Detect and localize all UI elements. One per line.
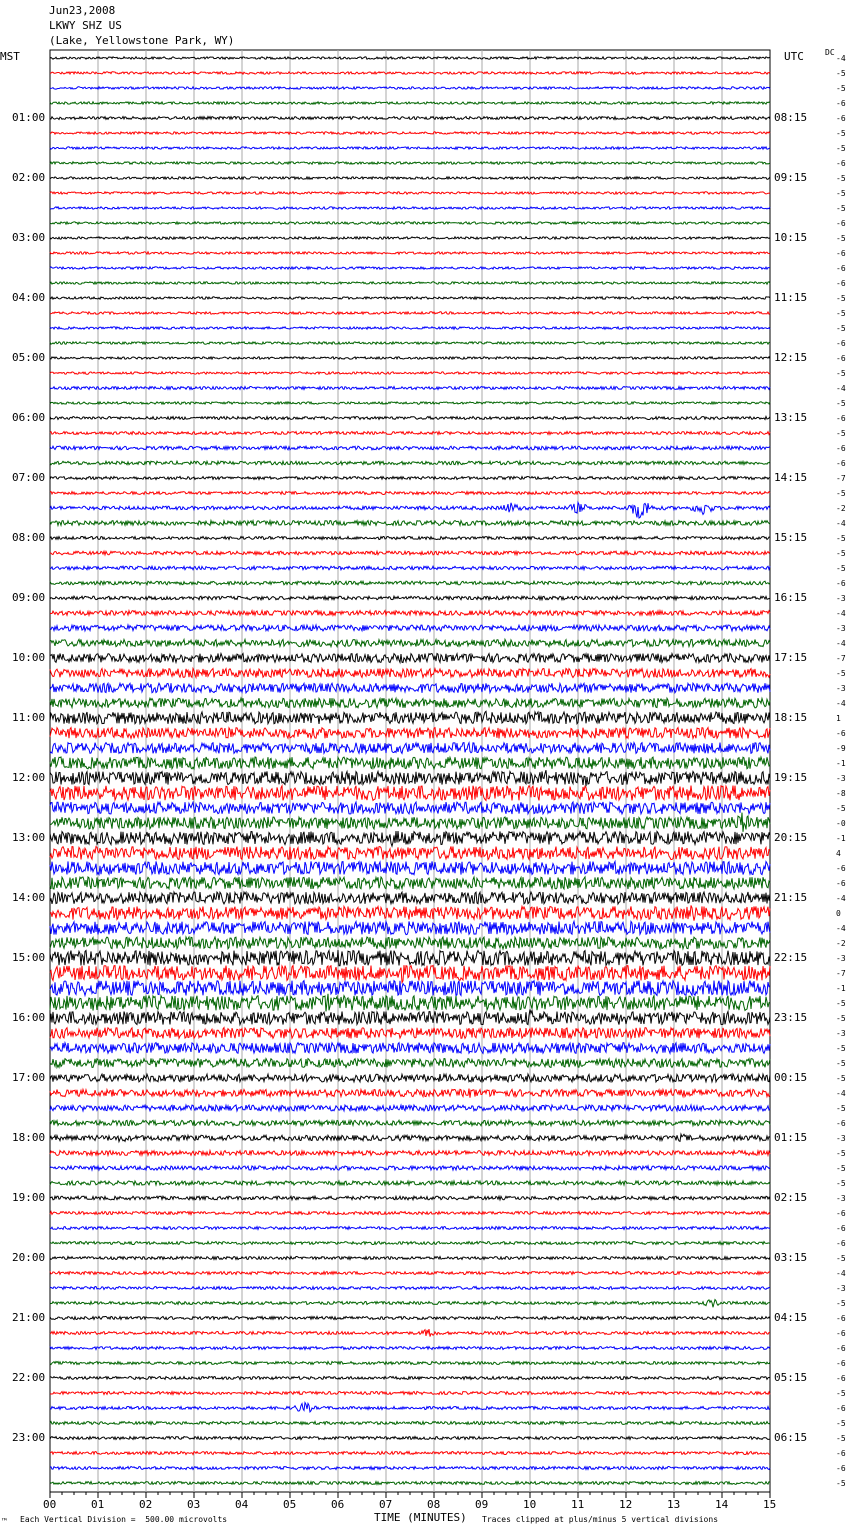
dc-offset-label: -6 xyxy=(836,159,846,168)
seismic-trace xyxy=(50,372,770,374)
seismic-trace xyxy=(50,1089,770,1098)
left-hour-label: 04:00 xyxy=(12,291,46,304)
seismic-traces xyxy=(50,57,770,1485)
right-hour-label: 22:15 xyxy=(774,951,808,964)
dc-offset-label: -7 xyxy=(836,654,846,663)
plot-frame xyxy=(50,50,770,1492)
left-zone-label: MST xyxy=(0,50,20,63)
seismic-trace xyxy=(50,1151,770,1156)
seismic-trace xyxy=(50,905,770,920)
seismic-trace xyxy=(50,132,770,134)
dc-offset-label: -6 xyxy=(836,264,846,273)
dc-offset-label: -5 xyxy=(836,804,846,813)
x-tick-label: 01 xyxy=(91,1498,105,1511)
right-hour-label: 20:15 xyxy=(774,831,808,844)
dc-offset-label: -6 xyxy=(836,1359,846,1368)
x-tick-label: 05 xyxy=(283,1498,297,1511)
seismic-trace xyxy=(50,57,770,59)
left-hour-label: 23:00 xyxy=(12,1431,46,1444)
dc-offset-label: -5 xyxy=(836,1164,846,1173)
dc-offset-label: -5 xyxy=(836,69,846,78)
dc-offset-label: -5 xyxy=(836,1014,846,1023)
right-hour-label: 10:15 xyxy=(774,231,808,244)
dc-offset-label: -5 xyxy=(836,234,846,243)
seismic-trace xyxy=(50,342,770,344)
seismic-trace xyxy=(50,786,770,801)
dc-offset-label: -6 xyxy=(836,1119,846,1128)
dc-offset-label: -5 xyxy=(836,1299,846,1308)
right-hour-label: 19:15 xyxy=(774,771,808,784)
dc-offset-label: -5 xyxy=(836,999,846,1008)
seismic-trace xyxy=(50,1403,770,1412)
seismic-trace xyxy=(50,387,770,390)
x-tick-label: 11 xyxy=(571,1498,585,1511)
dc-offset-label: -6 xyxy=(836,114,846,123)
dc-offset-label: -6 xyxy=(836,1224,846,1233)
seismic-trace xyxy=(50,87,770,89)
dc-offset-label: -6 xyxy=(836,864,846,873)
seismic-trace xyxy=(50,282,770,284)
dc-offset-label: -4 xyxy=(836,639,846,648)
dc-offset-label: -5 xyxy=(836,549,846,558)
seismic-trace xyxy=(50,327,770,329)
seismic-trace xyxy=(50,177,770,179)
dc-offset-label: -3 xyxy=(836,624,846,633)
right-hour-label: 01:15 xyxy=(774,1131,808,1144)
seismic-trace xyxy=(50,537,770,540)
dc-offset-label: 1 xyxy=(836,714,841,723)
dc-offset-label: -4 xyxy=(836,894,846,903)
seismic-trace xyxy=(50,192,770,194)
seismic-trace xyxy=(50,1043,770,1054)
dc-offset-label: -6 xyxy=(836,99,846,108)
seismic-trace xyxy=(50,1392,770,1395)
dc-offset-label: -1 xyxy=(836,759,846,768)
dc-offset-label: -5 xyxy=(836,399,846,408)
x-tick-label: 13 xyxy=(667,1498,681,1511)
dc-offset-label: -5 xyxy=(836,369,846,378)
seismic-trace xyxy=(50,1105,770,1111)
seismic-trace xyxy=(50,813,770,832)
dc-offset-label: -6 xyxy=(836,279,846,288)
x-tick-label: 10 xyxy=(523,1498,537,1511)
seismic-trace xyxy=(50,147,770,149)
seismic-trace xyxy=(50,994,770,1012)
seismic-trace xyxy=(50,402,770,404)
dc-offset-label: -6 xyxy=(836,444,846,453)
dc-offset-label: -6 xyxy=(836,1239,846,1248)
dc-offset-label: -6 xyxy=(836,579,846,588)
dc-offset-label: -5 xyxy=(836,189,846,198)
dc-offset-label: -5 xyxy=(836,1254,846,1263)
dc-offset-label: -6 xyxy=(836,879,846,888)
seismic-trace xyxy=(50,72,770,74)
seismic-trace xyxy=(50,892,770,904)
right-hour-label: 16:15 xyxy=(774,591,808,604)
dc-offset-label: -6 xyxy=(836,729,846,738)
dc-offset-label: -3 xyxy=(836,594,846,603)
dc-offset-label: -5 xyxy=(836,84,846,93)
seismic-trace xyxy=(50,1212,770,1215)
dc-offset-label: -5 xyxy=(836,309,846,318)
seismic-trace xyxy=(50,446,770,450)
seismic-trace xyxy=(50,1059,770,1068)
seismic-trace xyxy=(50,566,770,570)
seismic-trace xyxy=(50,1166,770,1170)
dc-offset-label: -3 xyxy=(836,1029,846,1038)
right-hour-label: 14:15 xyxy=(774,471,808,484)
seismic-trace xyxy=(50,1362,770,1365)
seismic-trace xyxy=(50,831,770,846)
left-hour-label: 12:00 xyxy=(12,771,46,784)
dc-offset-label: -5 xyxy=(836,669,846,678)
dc-offset-label: -4 xyxy=(836,609,846,618)
seismic-trace xyxy=(50,1181,770,1185)
seismic-trace xyxy=(50,669,770,678)
left-hour-label: 02:00 xyxy=(12,171,46,184)
seismic-trace xyxy=(50,551,770,555)
seismic-trace xyxy=(50,965,770,982)
left-hour-label: 08:00 xyxy=(12,531,46,544)
left-hour-label: 19:00 xyxy=(12,1191,46,1204)
seismic-trace xyxy=(50,1134,770,1141)
x-tick-label: 00 xyxy=(43,1498,57,1511)
right-hour-label: 06:15 xyxy=(774,1431,808,1444)
x-tick-label: 08 xyxy=(427,1498,441,1511)
scale-note: Each Vertical Division = 500.00 microvolts xyxy=(20,1515,228,1524)
dc-offset-label: -5 xyxy=(836,1059,846,1068)
right-hour-label: 21:15 xyxy=(774,891,808,904)
seismic-trace xyxy=(50,1287,770,1290)
left-hour-label: 16:00 xyxy=(12,1011,46,1024)
seismic-trace xyxy=(50,477,770,480)
dc-offset-label: -0 xyxy=(836,819,846,828)
left-hour-label: 22:00 xyxy=(12,1371,46,1384)
dc-offset-label: -4 xyxy=(836,1269,846,1278)
dc-offset-label: -5 xyxy=(836,1044,846,1053)
right-hour-label: 13:15 xyxy=(774,411,808,424)
seismic-trace xyxy=(50,861,770,874)
dc-offset-label: -3 xyxy=(836,1284,846,1293)
dc-offset-label: -6 xyxy=(836,1314,846,1323)
left-hour-label: 13:00 xyxy=(12,831,46,844)
left-hour-label: 18:00 xyxy=(12,1131,46,1144)
dc-offset-label: 0 xyxy=(836,909,841,918)
seismic-trace xyxy=(50,770,770,786)
seismic-trace xyxy=(50,207,770,209)
right-hour-label: 05:15 xyxy=(774,1371,808,1384)
dc-offset-label: -5 xyxy=(836,324,846,333)
seismic-trace xyxy=(50,1467,770,1470)
dc-offset-label: -5 xyxy=(836,1434,846,1443)
seismic-trace xyxy=(50,802,770,814)
seismic-trace xyxy=(50,654,770,663)
plot-date: Jun23,2008 xyxy=(49,4,116,17)
right-hour-label: 17:15 xyxy=(774,651,808,664)
dc-offset-label: -5 xyxy=(836,174,846,183)
right-hour-label: 12:15 xyxy=(774,351,808,364)
dc-offset-label: -6 xyxy=(836,1449,846,1458)
station-code: LKWY SHZ US xyxy=(49,19,122,32)
dc-offset-label: -5 xyxy=(836,1104,846,1113)
x-tick-label: 07 xyxy=(379,1498,393,1511)
seismic-trace xyxy=(50,1074,770,1082)
dc-offset-label: -6 xyxy=(836,249,846,258)
x-tick-label: 06 xyxy=(331,1498,345,1511)
x-tick-label: 15 xyxy=(763,1498,777,1511)
left-hour-label: 07:00 xyxy=(12,471,46,484)
seismic-trace xyxy=(50,981,770,996)
seismic-trace xyxy=(50,611,770,616)
seismic-trace xyxy=(50,357,770,359)
dc-offset-label: -7 xyxy=(836,969,846,978)
seismic-trace xyxy=(50,596,770,600)
seismic-trace xyxy=(50,1482,770,1485)
seismic-trace xyxy=(50,117,770,120)
seismic-trace xyxy=(50,743,770,754)
dc-offset-label: -1 xyxy=(836,984,846,993)
seismic-trace xyxy=(50,877,770,889)
seismic-trace xyxy=(50,1257,770,1260)
dc-offset-label: -4 xyxy=(836,1089,846,1098)
dc-offset-label: -2 xyxy=(836,504,846,513)
seismic-trace xyxy=(50,237,770,239)
dc-offset-label: -6 xyxy=(836,1344,846,1353)
dc-offset-label: -5 xyxy=(836,129,846,138)
seismic-trace xyxy=(50,502,770,518)
seismic-trace xyxy=(50,252,770,254)
right-zone-label: UTC xyxy=(784,50,804,63)
seismic-trace xyxy=(50,1347,770,1350)
seismic-trace xyxy=(50,1377,770,1380)
seismic-trace xyxy=(50,1422,770,1425)
dc-offset-label: -5 xyxy=(836,204,846,213)
x-tick-label: 12 xyxy=(619,1498,633,1511)
seismic-trace xyxy=(50,728,770,739)
seismic-trace xyxy=(50,950,770,966)
seismic-trace xyxy=(50,417,770,420)
dc-offset-label: -6 xyxy=(836,354,846,363)
right-hour-label: 00:15 xyxy=(774,1071,808,1084)
seismic-trace xyxy=(50,1329,770,1337)
seismic-trace xyxy=(50,162,770,164)
dc-offset-label: -6 xyxy=(836,1464,846,1473)
left-hour-label: 05:00 xyxy=(12,351,46,364)
dc-offset-label: -5 xyxy=(836,1479,846,1488)
seismic-trace xyxy=(50,937,770,949)
dc-offset-label: -8 xyxy=(836,789,846,798)
right-hour-label: 02:15 xyxy=(774,1191,808,1204)
seismic-trace xyxy=(50,461,770,465)
seismic-trace xyxy=(50,1300,770,1308)
seismic-trace xyxy=(50,521,770,526)
right-hour-label: 23:15 xyxy=(774,1011,808,1024)
seismic-trace xyxy=(50,846,770,859)
left-hour-label: 09:00 xyxy=(12,591,46,604)
seismic-trace xyxy=(50,312,770,314)
dc-offset-label: -5 xyxy=(836,534,846,543)
dc-offset-label: -6 xyxy=(836,1374,846,1383)
dc-offset-label: -5 xyxy=(836,489,846,498)
dc-offset-label: -6 xyxy=(836,1404,846,1413)
dc-offset-label: -4 xyxy=(836,519,846,528)
left-hour-label: 21:00 xyxy=(12,1311,46,1324)
seismic-trace xyxy=(50,297,770,299)
x-tick-label: 02 xyxy=(139,1498,153,1511)
seismic-trace xyxy=(50,711,770,724)
dc-offset-label: -6 xyxy=(836,459,846,468)
dc-offset-label: -5 xyxy=(836,564,846,573)
left-hour-label: 06:00 xyxy=(12,411,46,424)
footer-mark: ™ xyxy=(2,1517,7,1526)
right-hour-label: 08:15 xyxy=(774,111,808,124)
right-hour-label: 04:15 xyxy=(774,1311,808,1324)
dc-offset-label: -3 xyxy=(836,774,846,783)
seismic-trace xyxy=(50,581,770,585)
dc-offset-label: -4 xyxy=(836,924,846,933)
seismic-trace xyxy=(50,1009,770,1024)
dc-offset-label: -5 xyxy=(836,429,846,438)
seismic-trace xyxy=(50,1120,770,1125)
dc-offset-label: -6 xyxy=(836,1209,846,1218)
seismic-trace xyxy=(50,1227,770,1230)
seismic-trace xyxy=(50,1242,770,1245)
seismic-trace xyxy=(50,102,770,104)
dc-offset-label: -3 xyxy=(836,1134,846,1143)
seismic-trace xyxy=(50,432,770,435)
right-hour-label: 03:15 xyxy=(774,1251,808,1264)
seismic-trace xyxy=(50,1437,770,1440)
seismic-trace xyxy=(50,698,770,708)
seismic-trace xyxy=(50,1317,770,1320)
x-tick-label: 09 xyxy=(475,1498,489,1511)
dc-offset-label: -5 xyxy=(836,1149,846,1158)
dc-offset-label: -3 xyxy=(836,684,846,693)
seismic-trace xyxy=(50,757,770,769)
dc-offset-label: -1 xyxy=(836,834,846,843)
dc-offset-label: -5 xyxy=(836,1419,846,1428)
dc-offset-label: 4 xyxy=(836,849,841,858)
dc-offset-label: -6 xyxy=(836,1329,846,1338)
seismic-trace xyxy=(50,1196,770,1200)
seismic-trace xyxy=(50,921,770,934)
left-hour-label: 10:00 xyxy=(12,651,46,664)
right-hour-label: 18:15 xyxy=(774,711,808,724)
x-axis-title: TIME (MINUTES) xyxy=(374,1511,467,1524)
right-hour-label: 15:15 xyxy=(774,531,808,544)
left-hour-label: 03:00 xyxy=(12,231,46,244)
dc-offset-label: -5 xyxy=(836,1179,846,1188)
x-tick-label: 14 xyxy=(715,1498,729,1511)
station-location: (Lake, Yellowstone Park, WY) xyxy=(49,34,235,47)
right-hour-label: 09:15 xyxy=(774,171,808,184)
dc-offset-label: -9 xyxy=(836,744,846,753)
dc-offset-label: -5 xyxy=(836,1074,846,1083)
dc-offset-label: -5 xyxy=(836,294,846,303)
dc-offset-label: -6 xyxy=(836,414,846,423)
dc-offset-label: -2 xyxy=(836,939,846,948)
dc-offset-label: -4 xyxy=(836,699,846,708)
seismic-trace xyxy=(50,625,770,631)
dc-offset-label: -3 xyxy=(836,954,846,963)
dc-label: DC xyxy=(825,48,835,57)
dc-offset-label: -5 xyxy=(836,1389,846,1398)
left-hour-label: 11:00 xyxy=(12,711,46,724)
left-hour-label: 15:00 xyxy=(12,951,46,964)
x-tick-label: 03 xyxy=(187,1498,201,1511)
left-hour-label: 20:00 xyxy=(12,1251,46,1264)
clip-note: Traces clipped at plus/minus 5 vertical divisions xyxy=(482,1515,719,1524)
x-tick-label: 04 xyxy=(235,1498,249,1511)
seismic-trace xyxy=(50,683,770,693)
dc-offset-label: -6 xyxy=(836,339,846,348)
right-hour-label: 11:15 xyxy=(774,291,808,304)
seismic-trace xyxy=(50,639,770,646)
dc-offset-label: -3 xyxy=(836,1194,846,1203)
dc-offset-label: -4 xyxy=(836,54,846,63)
left-hour-label: 14:00 xyxy=(12,891,46,904)
seismic-trace xyxy=(50,492,770,495)
dc-offset-label: -6 xyxy=(836,219,846,228)
dc-offset-label: -4 xyxy=(836,384,846,393)
dc-offset-label: -5 xyxy=(836,144,846,153)
seismic-trace xyxy=(50,1028,770,1039)
seismic-trace xyxy=(50,1272,770,1275)
seismic-trace xyxy=(50,267,770,269)
dc-offset-label: -7 xyxy=(836,474,846,483)
left-hour-label: 17:00 xyxy=(12,1071,46,1084)
seismic-trace xyxy=(50,222,770,224)
seismic-trace xyxy=(50,1452,770,1455)
left-hour-label: 01:00 xyxy=(12,111,46,124)
